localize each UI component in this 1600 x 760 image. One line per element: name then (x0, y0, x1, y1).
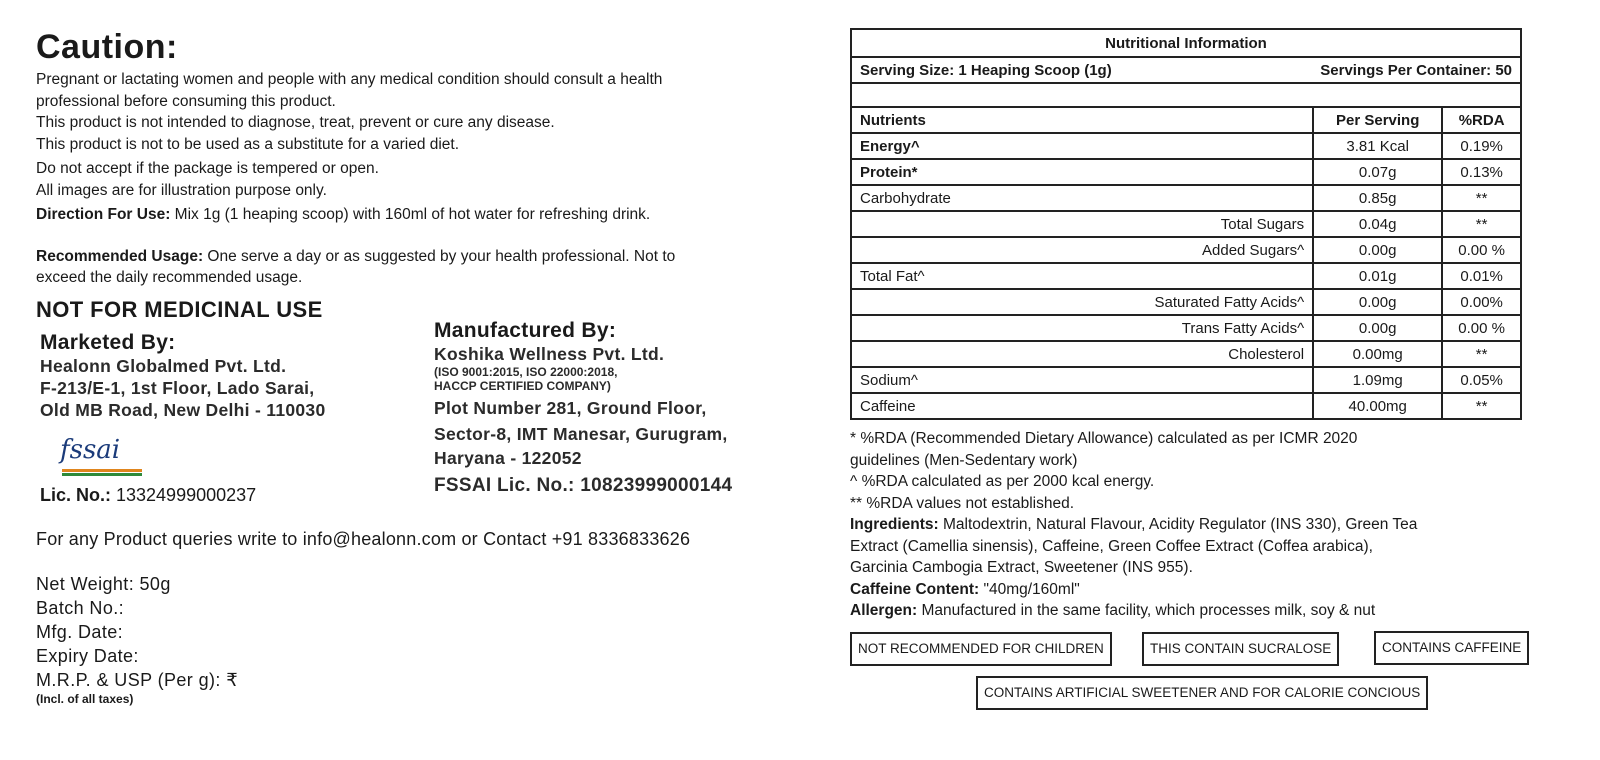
direction-for-use (36, 204, 826, 226)
table-row (851, 367, 1521, 393)
nutrient-name: Caffeine (851, 393, 1313, 419)
ingredients-text: Extract (Camellia sinensis), Caffeine, Green Coffee Extract (Coffea arabica), (850, 537, 1373, 555)
marketer-line: F-213/E-1, 1st Floor, Lado Sarai, (40, 377, 315, 398)
ingredients-text: Maltodextrin, Natural Flavour, Acidity Regulator (INS 330), Green Tea (938, 516, 1418, 533)
allergen-label: Allergen: (850, 602, 918, 619)
recommended-usage (36, 246, 826, 268)
caffeine-value: "40mg/160ml" (979, 580, 1080, 598)
nutrient-per-serving: 0.00mg (1313, 341, 1442, 367)
warning-boxes (850, 632, 1522, 732)
nutrition-notes (850, 428, 1522, 622)
table-row (851, 315, 1521, 341)
nutrient-per-serving: 0.00g (1313, 289, 1442, 315)
rda-note: guidelines (Men-Sedentary work) (850, 451, 1078, 469)
nutrient-per-serving: 0.01g (1313, 263, 1442, 289)
warning-box: CONTAINS CAFFEINE (1374, 631, 1529, 665)
table-row (851, 185, 1521, 211)
product-query: For any Product queries write to info@healonn.com or Contact +91 8336833626 (36, 528, 691, 549)
manufacturer-cert: (ISO 9001:2015, ISO 22000:2018, (434, 364, 618, 379)
nutrient-name: Sodium^ (851, 367, 1313, 393)
ingredients (850, 514, 1522, 536)
warning-box: NOT RECOMMENDED FOR CHILDREN (850, 632, 1112, 666)
manufacturer-company: Koshika Wellness Pvt. Ltd. (434, 343, 665, 364)
serving-size: Serving Size: 1 Heaping Scoop (1g) (860, 61, 1112, 79)
nutrition-title: Nutritional Information (851, 29, 1521, 57)
table-row (851, 341, 1521, 367)
not-for-medicinal-use: NOT FOR MEDICINAL USE (36, 296, 323, 322)
caffeine-content (850, 579, 1522, 601)
direction-label: Direction For Use: (36, 206, 171, 223)
table-row (851, 211, 1521, 237)
marketer-line: Old MB Road, New Delhi - 110030 (40, 399, 326, 420)
warning-box: THIS CONTAIN SUCRALOSE (1142, 632, 1339, 666)
ingredients-text: Garcinia Cambogia Extract, Sweetener (INS 955). (850, 559, 1193, 576)
table-row (851, 237, 1521, 263)
lic-value: 13324999000237 (111, 484, 257, 505)
nutrient-rda: 0.00 % (1442, 237, 1521, 263)
manufacturer-address: Sector-8, IMT Manesar, Gurugram, (434, 423, 728, 444)
nutrient-rda: 0.19% (1442, 133, 1521, 159)
allergen (850, 600, 1522, 622)
mrp: M.R.P. & USP (Per g): ₹ (36, 669, 239, 690)
caution-line: professional before consuming this product. (36, 92, 336, 110)
incl-taxes: (Incl. of all taxes) (36, 691, 134, 706)
nutrient-rda: ** (1442, 211, 1521, 237)
table-row (851, 159, 1521, 185)
table-row (851, 263, 1521, 289)
nutrient-rda: 0.01% (1442, 263, 1521, 289)
marketer-line: Healonn Globalmed Pvt. Ltd. (40, 355, 287, 376)
caution-title: Caution: (36, 28, 178, 66)
table-row (851, 133, 1521, 159)
fssai-logo-icon (60, 435, 150, 471)
nutrient-rda: 0.13% (1442, 159, 1521, 185)
expiry-date: Expiry Date: (36, 645, 139, 666)
servings-per-container: Servings Per Container: 50 (1320, 61, 1512, 79)
lic-label: Lic. No.: (40, 484, 111, 505)
direction-text: Mix 1g (1 heaping scoop) with 160ml of hot water for refreshing drink. (170, 206, 651, 223)
caution-line: Pregnant or lactating women and people with any medical condition should consult a health (36, 71, 663, 88)
nutrient-per-serving: 1.09mg (1313, 367, 1442, 393)
nutrient-name: Trans Fatty Acids^ (851, 315, 1313, 341)
caution-line: All images are for illustration purpose only. (36, 181, 327, 199)
nutrient-rda: 0.00% (1442, 289, 1521, 315)
rda-note: * %RDA (Recommended Dietary Allowance) calculated as per ICMR 2020 (850, 430, 1358, 447)
not-established-note: ** %RDA values not established. (850, 494, 1075, 512)
nutrition-table (850, 28, 1522, 420)
left-panel (36, 28, 826, 706)
nutrient-name: Total Fat^ (851, 263, 1313, 289)
nutrient-per-serving: 3.81 Kcal (1313, 133, 1442, 159)
mfg-date: Mfg. Date: (36, 621, 124, 642)
kcal-note: ^ %RDA calculated as per 2000 kcal energy. (850, 473, 1155, 490)
allergen-value: Manufactured in the same facility, which processes milk, soy & nut (917, 602, 1376, 619)
manufactured-by-heading: Manufactured By: (434, 318, 617, 342)
nutrient-name: Saturated Fatty Acids^ (851, 289, 1313, 315)
table-row (851, 393, 1521, 419)
nutrient-rda: ** (1442, 185, 1521, 211)
nutrient-name: Energy^ (851, 133, 1313, 159)
nutrient-name: Protein* (851, 159, 1313, 185)
caution-line: This product is not to be used as a substitute for a varied diet. (36, 135, 460, 153)
manufacturer-address: Plot Number 281, Ground Floor, (434, 397, 707, 418)
warning-box: CONTAINS ARTIFICIAL SWEETENER AND FOR CALORIE CONCIOUS (976, 676, 1428, 710)
manufacturer-address: Haryana - 122052 (434, 447, 582, 468)
nutrient-rda: ** (1442, 341, 1521, 367)
usage-text: One serve a day or as suggested by your health professional. Not to (203, 247, 676, 265)
net-weight: Net Weight: 50g (36, 573, 171, 594)
caution-line: Do not accept if the package is tempered or open. (36, 160, 379, 177)
fssai-logo-text: fssai (60, 434, 121, 465)
caffeine-label: Caffeine Content: (850, 580, 980, 598)
nutrient-per-serving: 0.00g (1313, 237, 1442, 263)
ingredients-label: Ingredients: (850, 516, 939, 533)
marketed-by-heading: Marketed By: (40, 330, 176, 354)
usage-text-cont: exceed the daily recommended usage. (36, 269, 303, 286)
nutrient-per-serving: 0.00g (1313, 315, 1442, 341)
right-panel (850, 28, 1522, 732)
nutrient-per-serving: 40.00mg (1313, 393, 1442, 419)
nutrient-name: Total Sugars (851, 211, 1313, 237)
nutrient-name: Added Sugars^ (851, 237, 1313, 263)
nutrient-rda: 0.00 % (1442, 315, 1521, 341)
company-columns (36, 318, 826, 541)
table-header-row (851, 107, 1521, 133)
nutrient-name: Cholesterol (851, 341, 1313, 367)
marketed-by-block (40, 331, 430, 506)
usage-label: Recommended Usage: (36, 247, 204, 265)
manufactured-by-block (434, 318, 834, 497)
marketer-license (40, 485, 430, 506)
header-per-serving: Per Serving (1313, 107, 1442, 133)
manufacturer-cert: HACCP CERTIFIED COMPANY) (434, 378, 611, 393)
serving-row (851, 57, 1521, 83)
table-row (851, 289, 1521, 315)
product-details (36, 572, 826, 706)
nutrient-rda: ** (1442, 393, 1521, 419)
nutrient-per-serving: 0.85g (1313, 185, 1442, 211)
nutrient-name: Carbohydrate (851, 185, 1313, 211)
batch-no: Batch No.: (36, 597, 125, 618)
empty-row (851, 83, 1521, 107)
manufacturer-license: FSSAI Lic. No.: 10823999000144 (434, 474, 733, 496)
header-rda: %RDA (1442, 107, 1521, 133)
header-nutrients: Nutrients (851, 107, 1313, 133)
caution-line: This product is not intended to diagnose, treat, prevent or cure any disease. (36, 114, 555, 131)
nutrient-per-serving: 0.07g (1313, 159, 1442, 185)
nutrient-per-serving: 0.04g (1313, 211, 1442, 237)
nutrient-rda: 0.05% (1442, 367, 1521, 393)
